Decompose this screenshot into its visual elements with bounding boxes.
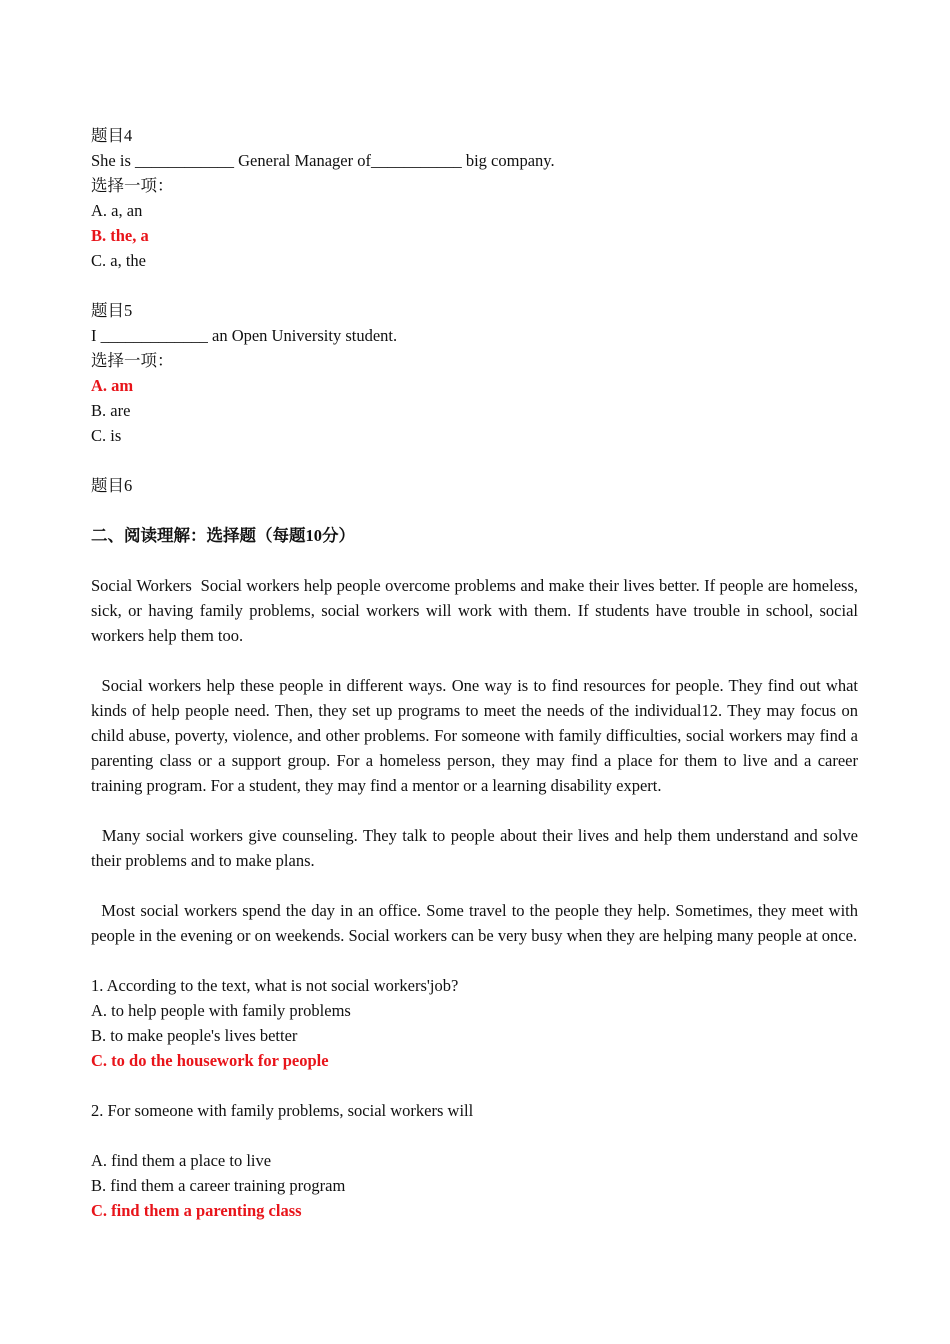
rq1-option-c-correct: C. to do the housework for people: [91, 1051, 329, 1070]
passage-paragraph-2: Social workers help these people in different ways. One way is to find resources for people. They find out what kinds of help people need. Then, they set up programs to meet the needs of the individual12. They may focus on child abuse, poverty, violence, and other problems. For someone with family difficulties, social workers may find a parenting class or a support group. For a homeless person, they may find a place for them to live and a career training program. For a student, they may find a mentor or a learning disability expert.: [91, 676, 863, 795]
q5-option-c: C. is: [91, 426, 122, 445]
passage-paragraph-3: Many social workers give counseling. They talk to people about their lives and help them understand and solve their problems and to make plans.: [91, 826, 863, 870]
q4-option-a: A. a, an: [91, 201, 143, 220]
q4-stem: She is ____________ General Manager of___________ big company.: [91, 151, 555, 170]
passage-paragraph-1: Social Workers Social workers help people overcome problems and make their lives better. If people are homeless, sick, or having family problems, social workers will work with them. If students have trouble in school, social workers help them too.: [91, 576, 863, 645]
q5-prompt: 选择一项：: [91, 351, 174, 370]
rq1-stem: 1. According to the text, what is not social workers'job?: [91, 976, 459, 995]
q5-option-a-correct: A. am: [91, 376, 134, 395]
q5-title: 题目5: [91, 301, 133, 320]
document-page: [91, 123, 863, 1223]
rq2-option-a: A. find them a place to live: [91, 1151, 272, 1170]
q4-option-c: C. a, the: [91, 251, 146, 270]
q6-title: 题目6: [91, 476, 133, 495]
rq2-option-b: B. find them a career training program: [91, 1176, 346, 1195]
q4-prompt: 选择一项：: [91, 176, 174, 195]
q5-stem: I _____________ an Open University student.: [91, 326, 398, 345]
rq1-option-b: B. to make people's lives better: [91, 1026, 298, 1045]
rq1-option-a: A. to help people with family problems: [91, 1001, 351, 1020]
q4-title: 题目4: [91, 126, 133, 145]
rq2-stem: 2. For someone with family problems, social workers will: [91, 1101, 474, 1120]
q5-option-b: B. are: [91, 401, 131, 420]
passage-paragraph-4: Most social workers spend the day in an office. Some travel to the people they help. Sometimes, they meet with people in the evening or on weekends. Social workers can be very busy when they are helping many people at once.: [91, 901, 863, 945]
rq2-option-c-correct: C. find them a parenting class: [91, 1201, 302, 1220]
q4-option-b-correct: B. the, a: [91, 226, 149, 245]
section-heading: 二、阅读理解：选择题（每题10分）: [91, 526, 355, 545]
